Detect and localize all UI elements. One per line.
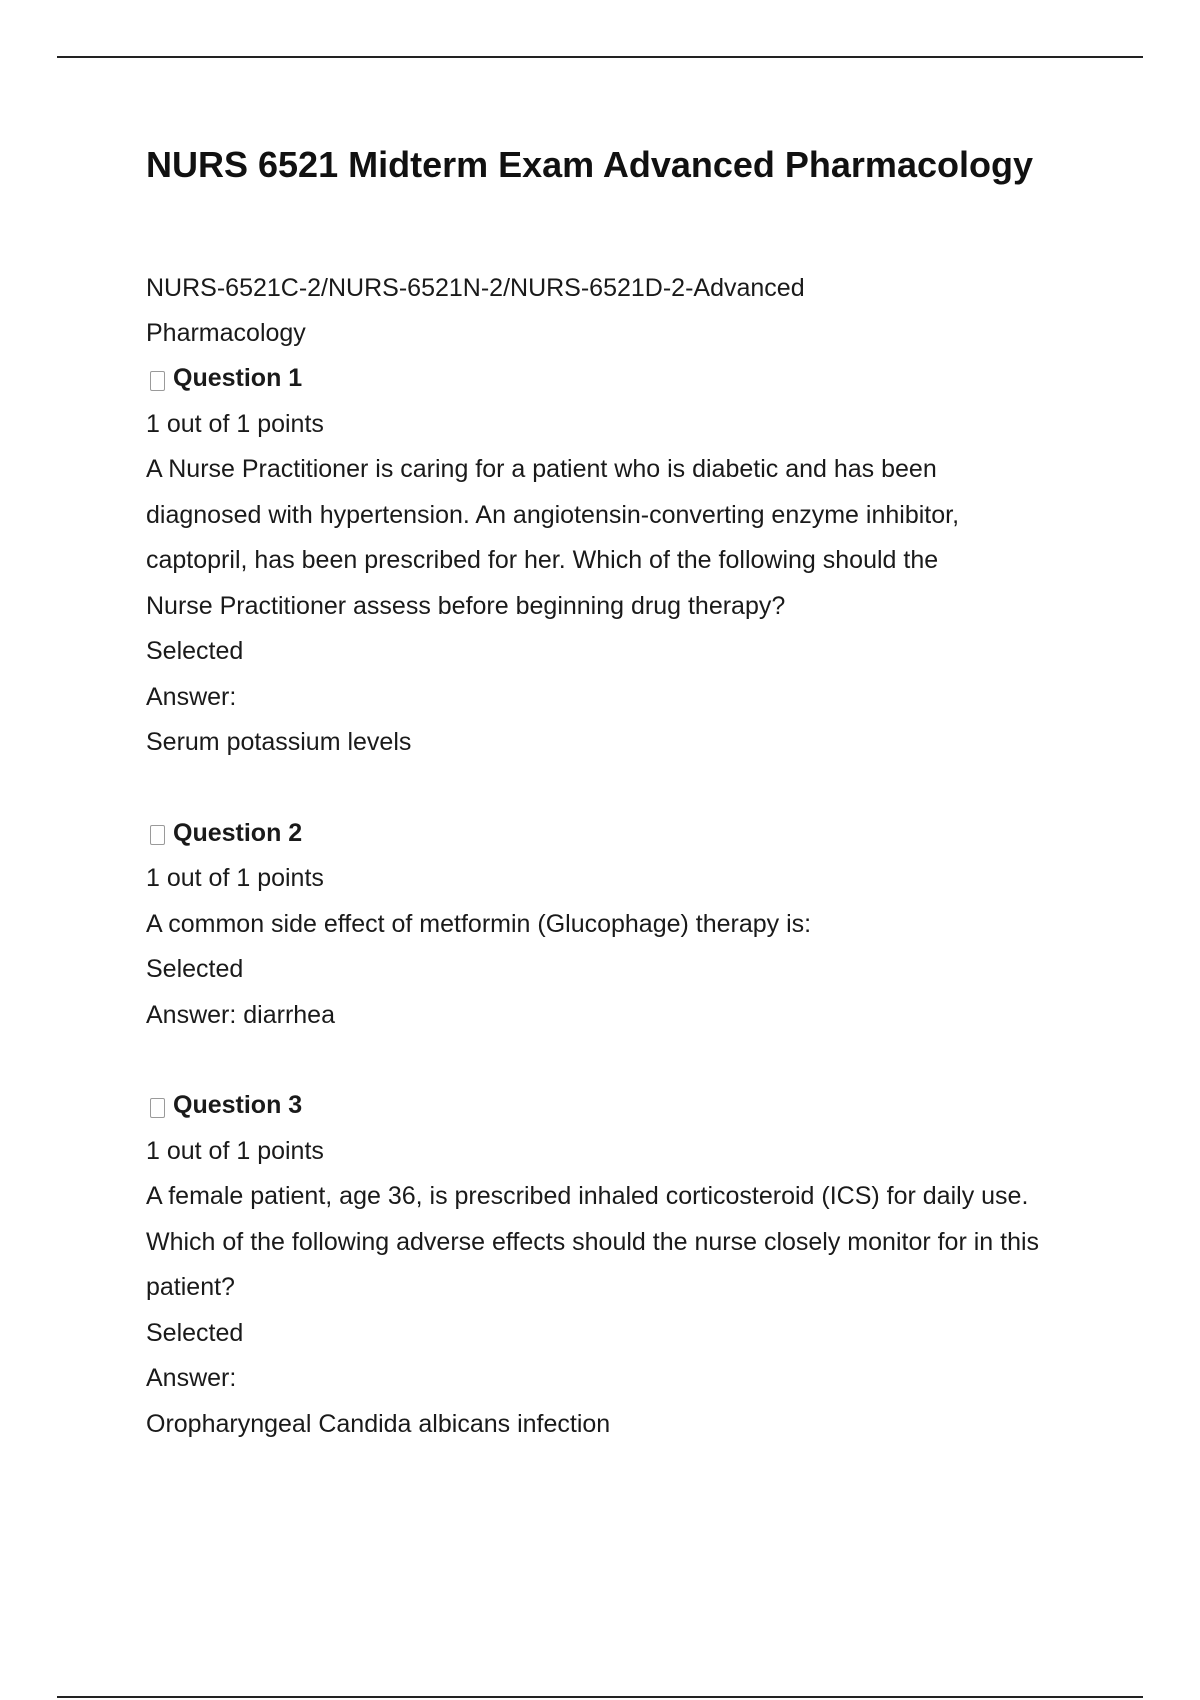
answer-label: Answer: diarrhea <box>146 1000 335 1029</box>
top-rule <box>57 56 1143 58</box>
selected-label: Selected <box>146 1318 244 1347</box>
checkbox-icon <box>150 371 165 391</box>
answer-label: Answer: <box>146 682 237 711</box>
question-label: Question 2 <box>173 818 303 847</box>
question-block-1 <box>146 356 1066 766</box>
question-label: Question 1 <box>173 364 303 392</box>
selected-answer: Serum potassium levels <box>146 728 412 756</box>
answer-label: Answer: <box>146 1364 237 1392</box>
question-header <box>146 1083 1066 1129</box>
course-codes: NURS-6521C-2/NURS-6521N-2/NURS-6521D-2-Advanced Pharmacology <box>146 274 805 347</box>
question-points: 1 out of 1 points <box>146 864 324 892</box>
page-title: NURS 6521 Midterm Exam Advanced Pharmacology <box>146 144 1033 185</box>
question-header <box>146 811 1066 857</box>
question-label: Question 3 <box>173 1091 303 1119</box>
question-prompt: A common side effect of metformin (Glucophage) therapy is: <box>146 909 812 938</box>
selected-answer: Oropharyngeal Candida albicans infection <box>146 1409 611 1438</box>
selected-label: Selected <box>146 637 244 665</box>
question-header <box>146 356 1066 402</box>
selected-label: Selected <box>146 955 244 983</box>
question-prompt: A female patient, age 36, is prescribed inhaled corticosteroid (ICS) for daily use. Which of the following adverse effects should the nurse closely monitor for in this patient? <box>146 1182 1040 1301</box>
question-prompt: A Nurse Practitioner is caring for a patient who is diabetic and has been diagnosed with hypertension. An angiotensin-converting enzyme inhibitor, captopril, has been prescribed for her. Which of the following should the Nurse Practitioner assess before beginning drug therapy? <box>146 455 960 620</box>
question-points: 1 out of 1 points <box>146 409 324 438</box>
question-block-2 <box>146 811 1066 1039</box>
question-points: 1 out of 1 points <box>146 1136 324 1165</box>
checkbox-icon <box>150 1098 165 1118</box>
checkbox-icon <box>150 825 165 845</box>
bottom-rule <box>57 1696 1143 1698</box>
question-block-3 <box>146 1083 1066 1447</box>
document-body <box>146 140 1066 1447</box>
